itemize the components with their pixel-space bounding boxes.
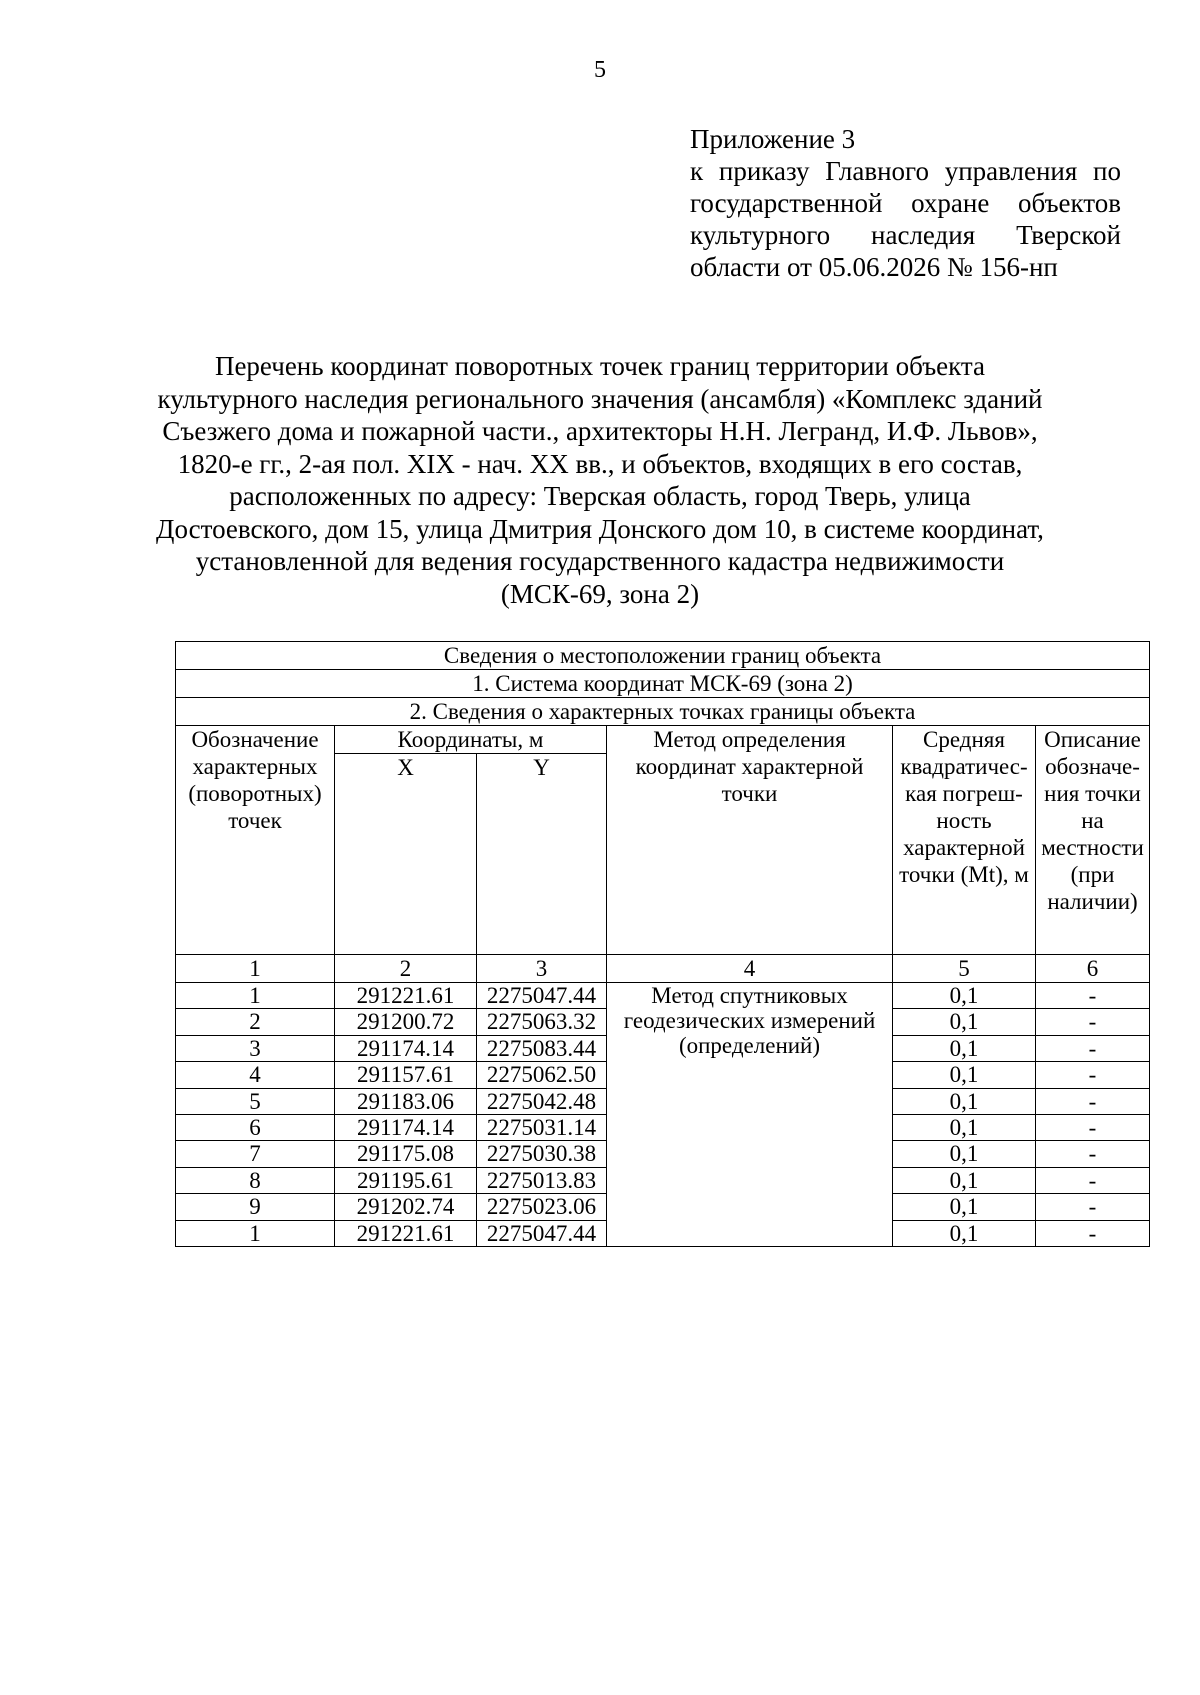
coordinates-table xyxy=(175,641,1150,1247)
mt-value: 0,1 xyxy=(893,1062,1036,1088)
appendix-block xyxy=(690,123,1121,283)
header-text: координат характерной xyxy=(635,754,864,779)
table-header-row xyxy=(176,698,1150,726)
header-text: характерной xyxy=(903,835,1025,860)
column-header-point xyxy=(176,726,335,955)
table-header-row xyxy=(176,642,1150,670)
title-line: Съезжего дома и пожарной части., архитекторы Н.Н. Легранд, И.Ф. Львов», xyxy=(162,416,1038,446)
method-text: геодезических измерений xyxy=(623,1008,876,1033)
header-text: Метод определения xyxy=(653,727,846,752)
header-text: обозначе- xyxy=(1045,754,1140,779)
table-header-location: Сведения о местоположении границ объекта xyxy=(176,642,1150,670)
coord-x: 291157.61 xyxy=(335,1062,477,1088)
column-header-row xyxy=(176,726,1150,754)
mt-value: 0,1 xyxy=(893,1141,1036,1167)
column-number: 2 xyxy=(335,955,477,983)
method-text: (определений) xyxy=(678,1033,821,1058)
header-text: точек xyxy=(228,808,282,833)
appendix-line: Приложение 3 xyxy=(690,124,856,154)
header-text: точки xyxy=(721,781,778,806)
header-text: (поворотных) xyxy=(188,781,322,806)
coord-x: 291183.06 xyxy=(335,1088,477,1114)
coord-x: 291174.14 xyxy=(335,1114,477,1140)
coord-y: 2275013.83 xyxy=(477,1167,607,1193)
description: - xyxy=(1036,1220,1150,1246)
header-text: характерных xyxy=(192,754,318,779)
point-number: 1 xyxy=(176,983,335,1009)
table-header-system: 1. Система координат МСК-69 (зона 2) xyxy=(176,670,1150,698)
description: - xyxy=(1036,1114,1150,1140)
point-number: 2 xyxy=(176,1009,335,1035)
method-text: Метод спутниковых xyxy=(651,983,848,1008)
point-number: 1 xyxy=(176,1220,335,1246)
mt-value: 0,1 xyxy=(893,1114,1036,1140)
appendix-line: государственной охране объектов xyxy=(690,188,1121,218)
point-number: 4 xyxy=(176,1062,335,1088)
title-line: установленной для ведения государственного кадастра недвижимости xyxy=(195,546,1005,576)
table-row xyxy=(176,983,1150,1009)
mt-value: 0,1 xyxy=(893,1220,1036,1246)
column-header-x: X xyxy=(335,754,477,955)
header-text: квадратичес- xyxy=(900,754,1028,779)
description: - xyxy=(1036,1141,1150,1167)
header-text: точки (Mt), м xyxy=(899,862,1029,887)
appendix-line: культурного наследия Тверской xyxy=(690,220,1121,250)
header-text: на xyxy=(1081,808,1104,833)
column-number-row xyxy=(176,955,1150,983)
title-line: Перечень координат поворотных точек границ территории объекта xyxy=(214,351,986,381)
coord-y: 2275042.48 xyxy=(477,1088,607,1114)
description: - xyxy=(1036,983,1150,1009)
header-text: местности xyxy=(1041,835,1144,860)
column-number: 4 xyxy=(607,955,893,983)
description: - xyxy=(1036,1088,1150,1114)
coord-y: 2275063.32 xyxy=(477,1009,607,1035)
coord-x: 291195.61 xyxy=(335,1167,477,1193)
table-header-points: 2. Сведения о характерных точках границы объекта xyxy=(176,698,1150,726)
appendix-line: области от 05.06.2026 № 156-нп xyxy=(690,252,1058,282)
description: - xyxy=(1036,1009,1150,1035)
coord-y: 2275083.44 xyxy=(477,1035,607,1061)
coord-x: 291202.74 xyxy=(335,1194,477,1220)
title-line: расположенных по адресу: Тверская область, город Тверь, улица xyxy=(229,481,971,511)
coord-x: 291175.08 xyxy=(335,1141,477,1167)
coord-x: 291221.61 xyxy=(335,983,477,1009)
description: - xyxy=(1036,1062,1150,1088)
coord-x: 291200.72 xyxy=(335,1009,477,1035)
mt-value: 0,1 xyxy=(893,1167,1036,1193)
method-cell xyxy=(607,983,893,1247)
title-line: Достоевского, дом 15, улица Дмитрия Донского дом 10, в системе координат, xyxy=(156,513,1044,544)
table-header-row xyxy=(176,670,1150,698)
page-number: 5 xyxy=(594,57,606,83)
point-number: 6 xyxy=(176,1114,335,1140)
header-text: Обозначение xyxy=(191,727,319,752)
description: - xyxy=(1036,1194,1150,1220)
point-number: 5 xyxy=(176,1088,335,1114)
column-header-coordinates: Координаты, м xyxy=(335,726,607,754)
header-text: Описание xyxy=(1044,727,1141,752)
column-number: 5 xyxy=(893,955,1036,983)
column-header-method xyxy=(607,726,893,955)
point-number: 7 xyxy=(176,1141,335,1167)
mt-value: 0,1 xyxy=(893,983,1036,1009)
header-text: наличии) xyxy=(1047,889,1138,914)
mt-value: 0,1 xyxy=(893,1194,1036,1220)
coord-x: 291221.61 xyxy=(335,1220,477,1246)
header-text: ность xyxy=(936,808,992,833)
point-number: 9 xyxy=(176,1194,335,1220)
column-number: 3 xyxy=(477,955,607,983)
appendix-line: к приказу Главного управления по xyxy=(690,156,1121,186)
column-number: 6 xyxy=(1036,955,1150,983)
header-text: (при xyxy=(1070,862,1115,887)
mt-value: 0,1 xyxy=(893,1009,1036,1035)
column-number: 1 xyxy=(176,955,335,983)
title-line: (МСК-69, зона 2) xyxy=(500,578,700,609)
header-text: кая погреш- xyxy=(905,781,1023,806)
header-text: ния точки xyxy=(1044,781,1141,806)
coord-y: 2275047.44 xyxy=(477,1220,607,1246)
coord-y: 2275030.38 xyxy=(477,1141,607,1167)
mt-value: 0,1 xyxy=(893,1035,1036,1061)
header-text: Средняя xyxy=(923,727,1005,752)
description: - xyxy=(1036,1167,1150,1193)
point-number: 8 xyxy=(176,1167,335,1193)
title-line: 1820-е гг., 2-ая пол. XIX - нач. XX вв., и объектов, входящих в его состав, xyxy=(177,448,1023,479)
coord-x: 291174.14 xyxy=(335,1035,477,1061)
mt-value: 0,1 xyxy=(893,1088,1036,1114)
coord-y: 2275031.14 xyxy=(477,1114,607,1140)
coord-y: 2275062.50 xyxy=(477,1062,607,1088)
point-number: 3 xyxy=(176,1035,335,1061)
title-line: культурного наследия регионального значения (ансамбля) «Комплекс зданий xyxy=(157,383,1043,414)
description: - xyxy=(1036,1035,1150,1061)
coord-y: 2275023.06 xyxy=(477,1194,607,1220)
column-header-y: Y xyxy=(477,754,607,955)
column-header-description xyxy=(1036,726,1150,955)
column-header-error xyxy=(893,726,1036,955)
document-title xyxy=(150,350,1050,610)
coord-y: 2275047.44 xyxy=(477,983,607,1009)
